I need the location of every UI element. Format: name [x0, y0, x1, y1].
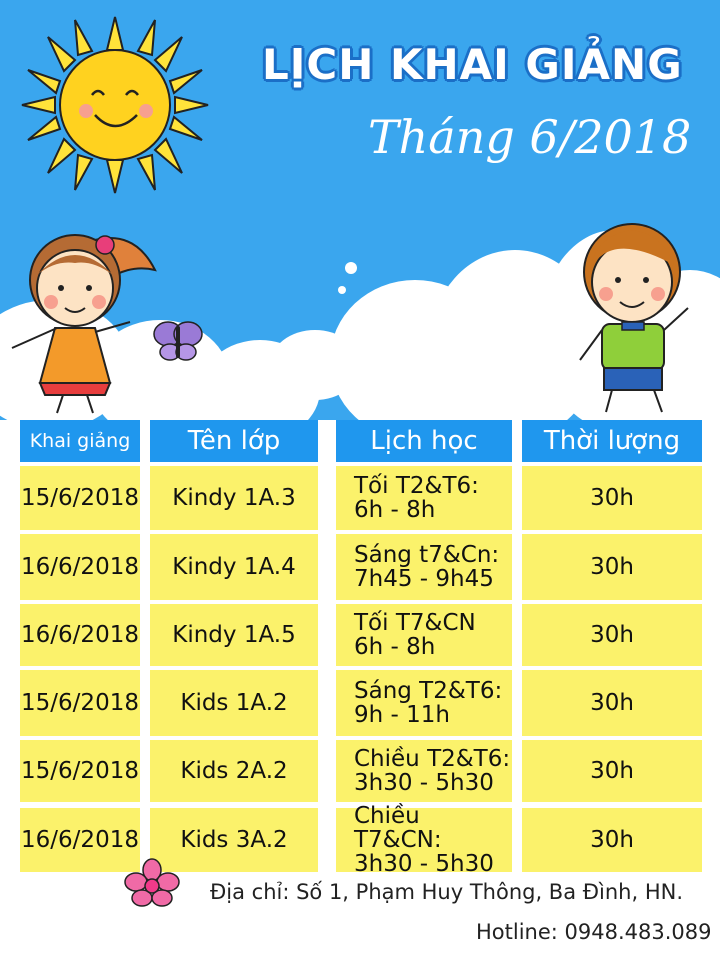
column-header-class-name: Tên lớp: [150, 420, 318, 462]
duration-cell: 30h: [522, 466, 702, 530]
cloud: [270, 330, 360, 400]
schedule-hours: 3h30 - 5h30: [354, 770, 494, 796]
start-date-cell: 15/6/2018: [20, 466, 140, 530]
class-name-cell: Kids 1A.2: [150, 670, 318, 736]
cloud: [345, 262, 357, 274]
butterfly-icon: [150, 318, 206, 364]
schedule-hours: 7h45 - 9h45: [354, 566, 494, 592]
sun-icon: [20, 15, 210, 195]
page-subtitle: Tháng 6/2018: [368, 110, 692, 164]
schedule-days: Chiều T2&T6:: [354, 746, 511, 772]
schedule-cell: [336, 534, 512, 600]
page-title: LỊCH KHAI GIẢNG: [262, 40, 683, 89]
column-header-duration: Thời lượng: [522, 420, 702, 462]
schedule-days: Tối T2&T6:: [354, 473, 479, 499]
schedule-cell: [336, 604, 512, 666]
start-date-cell: 15/6/2018: [20, 670, 140, 736]
flower-icon: [122, 858, 182, 908]
table-row: [20, 466, 700, 530]
duration-cell: 30h: [522, 604, 702, 666]
duration-cell: 30h: [522, 670, 702, 736]
table-header-row: [20, 420, 700, 462]
schedule-cell: [336, 670, 512, 736]
column-header-start-date: Khai giảng: [20, 420, 140, 462]
schedule-hours: 3h30 - 5h30: [354, 851, 494, 877]
duration-cell: 30h: [522, 808, 702, 872]
class-name-cell: Kids 2A.2: [150, 740, 318, 802]
table-row: [20, 534, 700, 600]
schedule-hours: 9h - 11h: [354, 702, 450, 728]
class-name-cell: Kindy 1A.4: [150, 534, 318, 600]
table-row: [20, 670, 700, 736]
address-text: Địa chỉ: Số 1, Phạm Huy Thông, Ba Đình, HN.: [210, 880, 684, 904]
schedule-days: Sáng t7&Cn:: [354, 542, 500, 568]
schedule-days: Tối T7&CN: [354, 610, 476, 636]
class-name-cell: Kids 3A.2: [150, 808, 318, 872]
class-name-cell: Kindy 1A.3: [150, 466, 318, 530]
start-date-cell: 15/6/2018: [20, 740, 140, 802]
sky-banner: [0, 0, 720, 420]
schedule-hours: 6h - 8h: [354, 497, 436, 523]
schedule-hours: 6h - 8h: [354, 634, 436, 660]
boy-illustration: [560, 210, 710, 420]
schedule-cell: [336, 803, 512, 877]
duration-cell: 30h: [522, 534, 702, 600]
cloud: [338, 286, 346, 294]
schedule-cell: [336, 466, 512, 530]
schedule-days: Chiều T7&CN:: [354, 803, 442, 853]
schedule-days: Sáng T2&T6:: [354, 678, 503, 704]
start-date-cell: 16/6/2018: [20, 808, 140, 872]
table-row: [20, 604, 700, 666]
hotline-text: Hotline: 0948.483.089: [476, 920, 712, 944]
start-date-cell: 16/6/2018: [20, 534, 140, 600]
start-date-cell: 16/6/2018: [20, 604, 140, 666]
schedule-cell: [336, 740, 512, 802]
class-name-cell: Kindy 1A.5: [150, 604, 318, 666]
duration-cell: 30h: [522, 740, 702, 802]
table-row: [20, 740, 700, 802]
column-header-schedule: Lịch học: [336, 420, 512, 462]
